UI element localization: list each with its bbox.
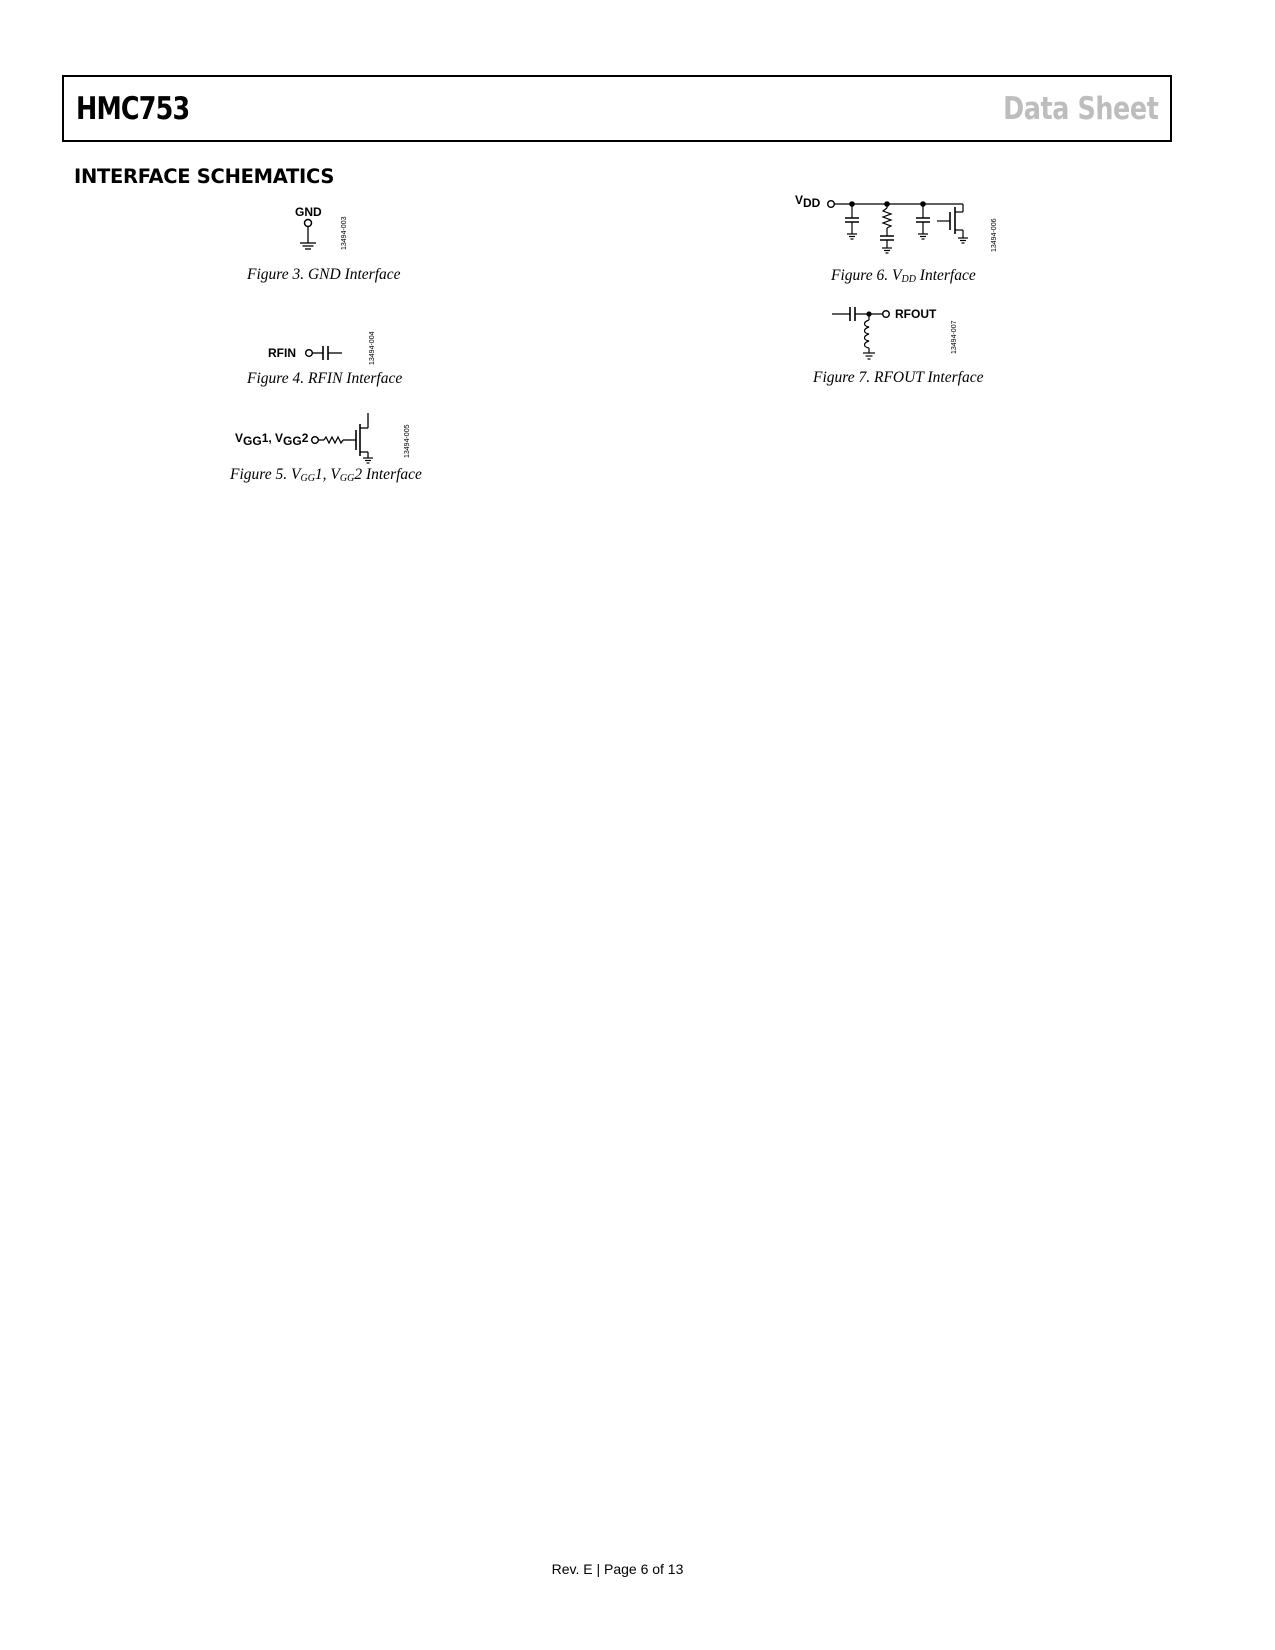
rfout-pin-terminal (883, 311, 890, 318)
decoupling-capacitor-1 (845, 204, 859, 239)
rfout-figure-caption: Figure 7. RFOUT Interface (813, 369, 984, 386)
gnd-figure-code: 13494-003 (341, 216, 348, 250)
page-header (62, 75, 1172, 142)
vgg-pin-terminal (312, 437, 319, 444)
vdd-schematic (795, 190, 1015, 265)
rfin-pin-label: RFIN (268, 346, 296, 360)
transistor-symbol (937, 204, 968, 243)
vgg-figure-caption: Figure 5. $V_{GG}1$, $V_{GG}2$ Interface (230, 466, 422, 484)
rfin-pin-terminal (306, 350, 313, 357)
ground-symbol (363, 458, 373, 463)
rfin-figure-code: 13494-004 (369, 331, 376, 365)
vdd-pin-label: VDD (795, 193, 821, 210)
gnd-pin-label: GND (295, 205, 322, 219)
vgg-figure-code: 13494-005 (404, 424, 411, 458)
gnd-schematic (280, 205, 360, 265)
vdd-figure-code: 13494-006 (991, 218, 998, 252)
gnd-pin-terminal (305, 220, 312, 227)
resistor-symbol (324, 437, 343, 443)
vdd-pin-terminal (828, 201, 835, 208)
rfin-figure-caption: Figure 4. RFIN Interface (247, 370, 403, 387)
rfin-schematic (266, 325, 386, 370)
capacitor-symbol (850, 307, 855, 321)
rfout-schematic (830, 300, 990, 370)
ground-symbol (300, 243, 316, 249)
section-title: INTERFACE SCHEMATICS (74, 165, 335, 188)
page-footer: Rev. E | Page 6 of 13 (551, 1561, 684, 1577)
rfout-figure-code: 13494-007 (951, 320, 958, 354)
part-number: HMC753 (76, 91, 190, 127)
ground-symbol (863, 353, 875, 359)
inductor-symbol (865, 320, 870, 348)
vgg-pin-label: VGG1, VGG2 (235, 431, 309, 448)
gnd-figure-caption: Figure 3. GND Interface (247, 266, 401, 283)
vgg-schematic (235, 410, 415, 470)
transistor-symbol (356, 413, 368, 458)
document-type: Data Sheet (1002, 91, 1158, 127)
rfout-pin-label: RFOUT (895, 307, 937, 321)
capacitor-symbol (323, 346, 328, 360)
decoupling-capacitor-2 (916, 204, 930, 239)
vdd-figure-caption: Figure 6. $V_{DD}$ Interface (831, 267, 976, 285)
rc-network (880, 204, 894, 253)
